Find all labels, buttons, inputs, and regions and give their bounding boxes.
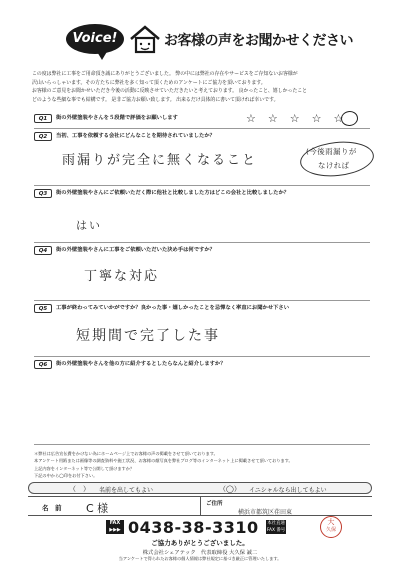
- intro-line: どのような些細な事でも結構です。 是非ご協力お願い致します。 出来るだけ具体的に書いて頂ければ幸いです。: [32, 96, 279, 103]
- q-badge: Q3: [34, 189, 52, 198]
- company-name: 株式会社シェアテック 代表取締役 大久保 誠二: [142, 550, 258, 556]
- name-consent-paren[interactable]: （ ）: [69, 485, 90, 493]
- page-title: お客様の声をお聞かせください: [164, 33, 353, 49]
- fax-contact: [106, 518, 316, 536]
- intro-line: この度は弊社に工事をご用命頂き誠にありがとうございました。 弊の中には弊社の存在やサービスをご存知ないお客様が: [32, 71, 298, 77]
- house-icon: [128, 24, 162, 54]
- answer-handwritten: 雨漏りが完全に無くなること: [62, 153, 258, 168]
- fax-badge-label: FAX: [109, 520, 121, 526]
- note-line: (今後雨漏りが: [306, 147, 357, 156]
- q-badge: Q2: [34, 132, 52, 141]
- fax-badge-arrows: ▶▶▶: [109, 527, 121, 533]
- answer-handwritten: はい: [76, 219, 102, 232]
- thanks-text: ご協力ありがとうございました。: [151, 539, 249, 547]
- question-4: [34, 245, 370, 301]
- question-6: [34, 359, 370, 445]
- initial-consent-paren[interactable]: （◯）: [219, 485, 241, 493]
- intro-text: [32, 70, 372, 104]
- fax-tag-line: 本社直通: [267, 521, 285, 526]
- q-badge: Q4: [34, 246, 52, 255]
- fax-tag-line: FAX 番号: [266, 528, 286, 533]
- q-text: 工事が終わってみていかがですか？良かった事・嬉しかったことを忌憚なく率直にお聞かせ下さい: [56, 305, 290, 311]
- q-text: 街の外壁塗装やさんに工事をご依頼いただいた決め手は何ですか？: [56, 247, 215, 253]
- note-line: なければ: [318, 161, 350, 170]
- fax-number: 0438-38-3310: [128, 518, 259, 537]
- publish-consent: [28, 482, 372, 494]
- q-badge: Q1: [34, 114, 52, 123]
- initial-consent-label: イニシャルなら出してもよい: [249, 487, 327, 494]
- q-badge: Q5: [34, 304, 52, 313]
- privacy-note: 当アンケートで得られたお客様の個人情報は弊社規定に基づき厳正に管理いたします。: [118, 556, 282, 561]
- question-5: [34, 303, 370, 357]
- fax-direct-tag: [266, 520, 286, 534]
- footnote: [34, 450, 374, 479]
- name-consent-label: 名前を出してもよい: [99, 487, 154, 494]
- answer-handwritten: 短期間で完了した事: [76, 328, 220, 344]
- intro-line: お客様のご意見をお聞かせいただき今後の活動に反映させていただきたいと考えております。 良かったこと、嬉しかったこと: [32, 88, 308, 95]
- name-label: 名 前: [42, 504, 62, 512]
- address-label: ご住所: [206, 501, 223, 507]
- q-badge: Q6: [34, 360, 52, 369]
- address-value: 横浜市都筑区荏田東: [238, 509, 293, 516]
- voice-bubble: Voice!: [66, 24, 124, 54]
- seal-line: 大: [327, 518, 335, 526]
- customer-info: [28, 496, 372, 516]
- question-1: [34, 113, 370, 129]
- fax-badge: [106, 520, 124, 534]
- q-text: 街の外壁塗装やさんにご依頼いただく際に他社と比較しました方はどこの会社と比較しましたか？: [56, 190, 290, 196]
- name-value: C 様: [86, 502, 109, 515]
- q-text: 当初、工事を依頼する会社にどんなことを期待されていましたか？: [56, 133, 215, 139]
- footnote-line: 下記の中から◯印をお付下さい。: [34, 472, 98, 478]
- q-text: 街の外壁塗装やさんを５段階で評価をお願いします: [56, 115, 178, 121]
- q-text: 街の外壁塗装やさんを他の方に紹介するとしたらなんと紹介しますか？: [56, 361, 226, 367]
- footnote-line: 上記内容をインターネット等で公開して頂けますか？: [34, 465, 135, 471]
- rating-stars[interactable]: ☆☆☆☆☆: [246, 112, 356, 125]
- divider: [200, 497, 201, 516]
- answer-handwritten: 丁寧な対応: [84, 269, 160, 284]
- question-3: [34, 188, 370, 243]
- initial-consent-mark: ◯: [226, 485, 234, 493]
- intro-line: 沢山いらっしゃいます。その方たちに弊社を多く知って頂くためのアンケートにご協力を頂いております。: [32, 79, 266, 86]
- footnote-line: 本アンケート用紙または画像等の調査資料や施工状況、お客様の顔写真を弊社ブログ等のインターネット上に掲載させて頂いております。: [34, 458, 293, 464]
- company-seal: [320, 516, 342, 538]
- footnote-line: ＊弊社は広告宣伝費をかけない為にホームページ上でお客様の声の掲載をさせて頂いております。: [34, 451, 218, 456]
- survey-header: [62, 20, 353, 64]
- seal-line: 久保: [325, 527, 336, 533]
